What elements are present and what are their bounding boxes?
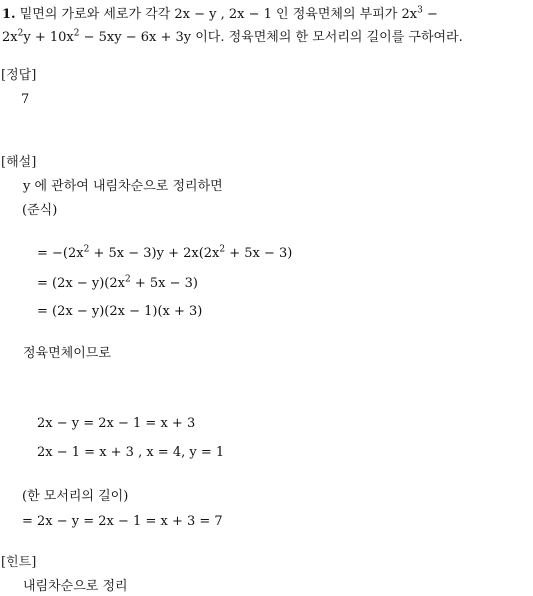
step1-part-b: + 5x − 3)y + 2x(2x [89, 246, 220, 261]
equation-1: 2x − y = 2x − 1 = x + 3 [37, 416, 196, 431]
solution-heading: [해설] [1, 155, 37, 170]
step1-part-c: + 5x − 3) [225, 246, 293, 261]
solution-step-3: = (2x − y)(2x − 1)(x + 3) [37, 304, 203, 319]
equation-2: 2x − 1 = x + 3 , x = 4, y = 1 [37, 445, 225, 460]
problem-text-part-2b: y + 10x [23, 30, 74, 45]
step1-exponent-b: 2 [219, 244, 226, 255]
answer-heading: [정답] [1, 68, 37, 83]
problem-exponent-1: 3 [417, 5, 423, 16]
problem-line-2 [2, 29, 463, 47]
problem-line-1 [2, 6, 438, 24]
problem-text-part-2c: − 5xy − 6x + 3y 이다. 정육면체의 한 모서리의 길이를 구하여라. [79, 30, 463, 45]
problem-text-tail-1: − [422, 7, 438, 22]
solution-step-1 [37, 245, 292, 263]
edge-length-label: (한 모서리의 길이) [22, 489, 129, 504]
problem-text-part-1: 밑면의 가로와 세로가 각각 2x − y , 2x − 1 인 정육면체의 부피가 2x [19, 7, 418, 22]
cube-note: 정육면체이므로 [23, 346, 111, 361]
problem-exponent-2a: 2 [17, 28, 24, 39]
answer-value: 7 [21, 92, 30, 107]
step2-exponent: 2 [124, 274, 131, 285]
step2-part-b: + 5x − 3) [130, 276, 198, 291]
problem-text-part-2a: 2x [2, 30, 18, 45]
edge-length-result: = 2x − y = 2x − 1 = x + 3 = 7 [22, 514, 223, 529]
step2-part-a: = (2x − y)(2x [37, 276, 125, 291]
step1-part-a: = −(2x [37, 246, 84, 261]
hint-text: 내림차순으로 정리 [23, 579, 128, 594]
hint-heading: [힌트] [1, 555, 37, 570]
problem-number: 1. [2, 7, 16, 22]
problem-exponent-2b: 2 [73, 28, 80, 39]
expression-label: (준식) [22, 203, 58, 218]
solution-intro: y 에 관하여 내림차순으로 정리하면 [23, 179, 223, 194]
solution-step-2 [37, 275, 198, 293]
step1-exponent-a: 2 [83, 244, 90, 255]
